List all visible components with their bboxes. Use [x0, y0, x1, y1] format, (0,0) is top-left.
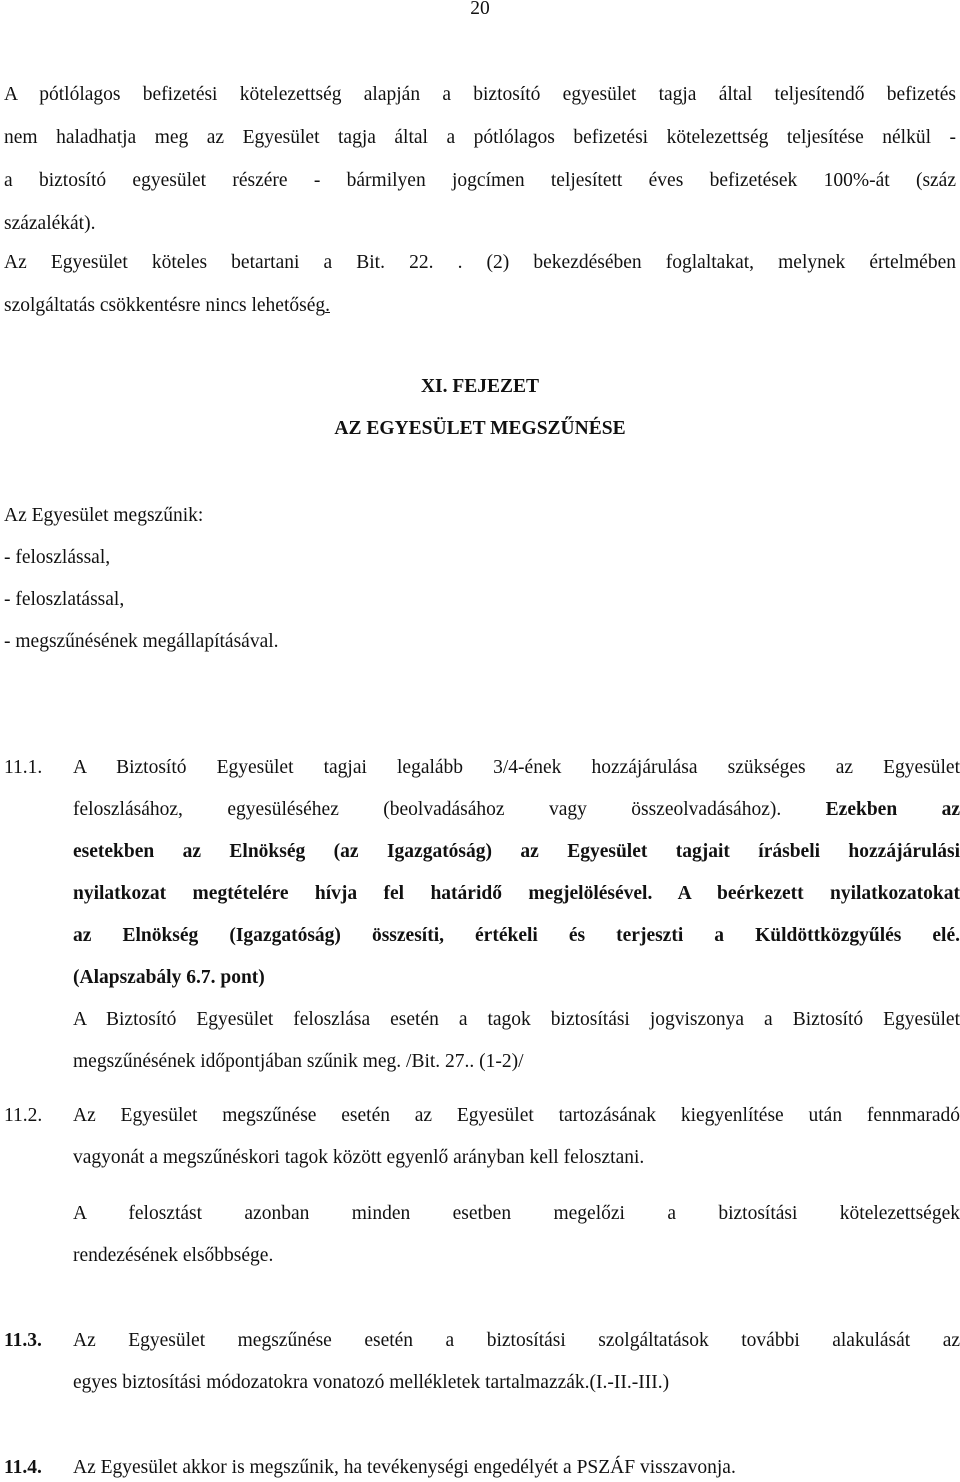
- section-line: vagyonát a megszűnéskori tagok között egyenlő arányban kell felosztani.: [73, 1147, 645, 1168]
- section-line: Az Egyesület megszűnése esetén az Egyesület tartozásának kiegyenlítése után fennmaradó: [73, 1105, 960, 1126]
- section-number: 11.3.: [4, 1330, 42, 1351]
- chapter-number: XI. FEJEZET: [420, 376, 540, 397]
- section-text: feloszlásához, egyesüléséhez (beolvadásához vagy összeolvadásához).: [73, 799, 782, 820]
- paragraph-line: a biztosító egyesület részére - bármilyen jogcímen teljesített éves befizetések 100%-át (száz: [4, 170, 956, 191]
- page-number: 20: [470, 0, 490, 19]
- section-body: [73, 1330, 960, 1414]
- paragraph-text: szolgáltatás csökkentésre nincs lehetőség: [4, 295, 326, 316]
- section-line: A felosztást azonban minden esetben megelőzi a biztosítási kötelezettségek: [73, 1203, 960, 1224]
- intro-paragraph: [4, 84, 956, 256]
- section-body: [73, 1105, 960, 1287]
- section-line: Az Egyesület akkor is megszűnik, ha tevékenységi engedélyét a PSZÁF visszavonja.: [73, 1457, 736, 1478]
- section-number: 11.1.: [4, 757, 43, 778]
- section-line: az Elnökség (Igazgatóság) összesíti, értékeli és terjeszti a Küldöttközgyűlés elé.: [73, 925, 960, 946]
- section-bold-text: Ezekben az: [825, 799, 960, 820]
- paragraph-line: A pótlólagos befizetési kötelezettség alapján a biztosító egyesület tagja által teljesítendő befizetés: [4, 84, 956, 105]
- section-body: [73, 757, 960, 1093]
- chapter-title: AZ EGYESÜLET MEGSZŰNÉSE: [334, 418, 626, 439]
- section-number: 11.2.: [4, 1105, 43, 1126]
- list-item: - feloszlással,: [4, 547, 111, 568]
- section-line: nyilatkozat megtételére hívja fel határidő megjelölésével. A beérkezett nyilatkozatokat: [73, 883, 960, 904]
- section-line: egyes biztosítási módozatokra vonatozó mellékletek tartalmazzák.(I.-II.-III.): [73, 1372, 670, 1393]
- section-line: esetekben az Elnökség (az Igazgatóság) az Egyesület tagjait írásbeli hozzájárulási: [73, 841, 960, 862]
- paragraph-line: százalékát).: [4, 213, 96, 234]
- paragraph-line: [4, 295, 956, 338]
- section-line: A Biztosító Egyesület feloszlása esetén a tagok biztosítási jogviszonya a Biztosító Egyesület: [73, 1009, 960, 1030]
- bit-reference-paragraph: [4, 252, 956, 338]
- paragraph-line: Az Egyesület köteles betartani a Bit. 22. . (2) bekezdésében foglaltakat, melynek értelmében: [4, 252, 956, 273]
- list-intro: Az Egyesület megszűnik:: [4, 505, 204, 526]
- section-line: rendezésének elsőbbsége.: [73, 1245, 274, 1266]
- section-line: megszűnésének időpontjában szűnik meg. /Bit. 27.. (1-2)/: [73, 1051, 524, 1072]
- list-item: - feloszlatással,: [4, 589, 125, 610]
- section-body: [73, 1457, 960, 1481]
- underlined-period: .: [325, 295, 330, 316]
- list-item: - megszűnésének megállapításával.: [4, 631, 279, 652]
- section-line: [73, 799, 960, 841]
- section-number: 11.4.: [4, 1457, 42, 1478]
- paragraph-line: nem haladhatja meg az Egyesület tagja által a pótlólagos befizetési kötelezettség teljesítése nélkül -: [4, 127, 956, 148]
- termination-list: [4, 505, 956, 673]
- section-line: Az Egyesület megszűnése esetén a biztosítási szolgáltatások további alakulását az: [73, 1330, 960, 1351]
- section-line: A Biztosító Egyesület tagjai legalább 3/4-ének hozzájárulása szükséges az Egyesület: [73, 757, 960, 778]
- section-line: (Alapszabály 6.7. pont): [73, 967, 265, 988]
